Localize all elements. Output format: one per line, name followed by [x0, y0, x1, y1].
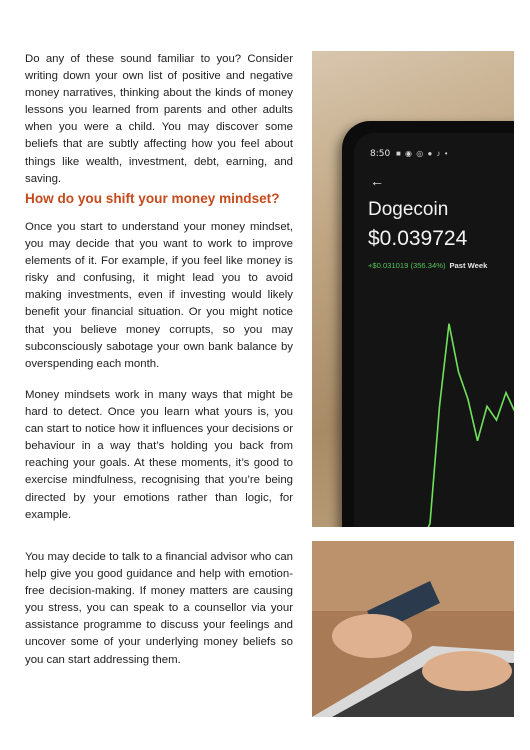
price-series-line: [354, 324, 514, 527]
price-chart: [354, 283, 514, 527]
laptop-card-illustration: [312, 541, 514, 717]
change-value: +$0.031019 (356.34%): [368, 261, 446, 270]
phone-photo: [312, 51, 514, 527]
detect-paragraph: Money mindsets work in many ways that might be hard to detect. Once you learn what yours is, you can start to notice how it influences your decisions or behaviour in a way that’s holding you back from reaching your goals. At these moments, it’s good to exercise mindfulness, recognising that you’re being directed by your emotions rather than logic, for example.: [25, 389, 293, 521]
coin-price: $0.039724: [368, 227, 468, 250]
status-icons: ■ ◉ ◎ ● ♪ •: [396, 149, 449, 158]
advisor-paragraph: You may decide to talk to a financial advisor who can help give you good guidance and help with emotion-free decision-making. If money matters are causing you stress, you can speak to a counsellor via your assistance programme to discuss your feelings and uncover some of your underlying money beliefs so you can start addressing them.: [25, 551, 293, 666]
phone-screen: [354, 133, 514, 527]
right-hand: [422, 651, 512, 691]
status-time: 8:50: [370, 149, 391, 159]
intro-paragraph: Do any of these sound familiar to you? Consider writing down your own list of positive and negative money narratives, thinking about the kinds of money lessons you learned from parents and other adults when you were a child. You may discover some beliefs that are subtly affecting how you feel about things like wealth, investment, debt, earning, and saving.: [25, 53, 293, 185]
smartphone: [342, 121, 514, 527]
section-heading: How do you shift your money mindset?: [25, 191, 280, 206]
coin-change: [368, 261, 487, 270]
arrow-left-icon: ←: [370, 173, 384, 189]
left-hand: [332, 614, 412, 658]
laptop-card-photo: [312, 541, 514, 717]
mindset-paragraph: Once you start to understand your money mindset, you may decide that you want to work to improve elements of it. For example, if you feel like money is risky and confusing, it might lead you to avoid making investments, even if investing would likely benefit your financial situation. Or you might notice that you believe money corrupts, so you may subconsciously sabotage your own bank balance by overspending each month.: [25, 221, 293, 370]
coin-name: Dogecoin: [368, 199, 449, 220]
change-period: Past Week: [449, 261, 488, 270]
